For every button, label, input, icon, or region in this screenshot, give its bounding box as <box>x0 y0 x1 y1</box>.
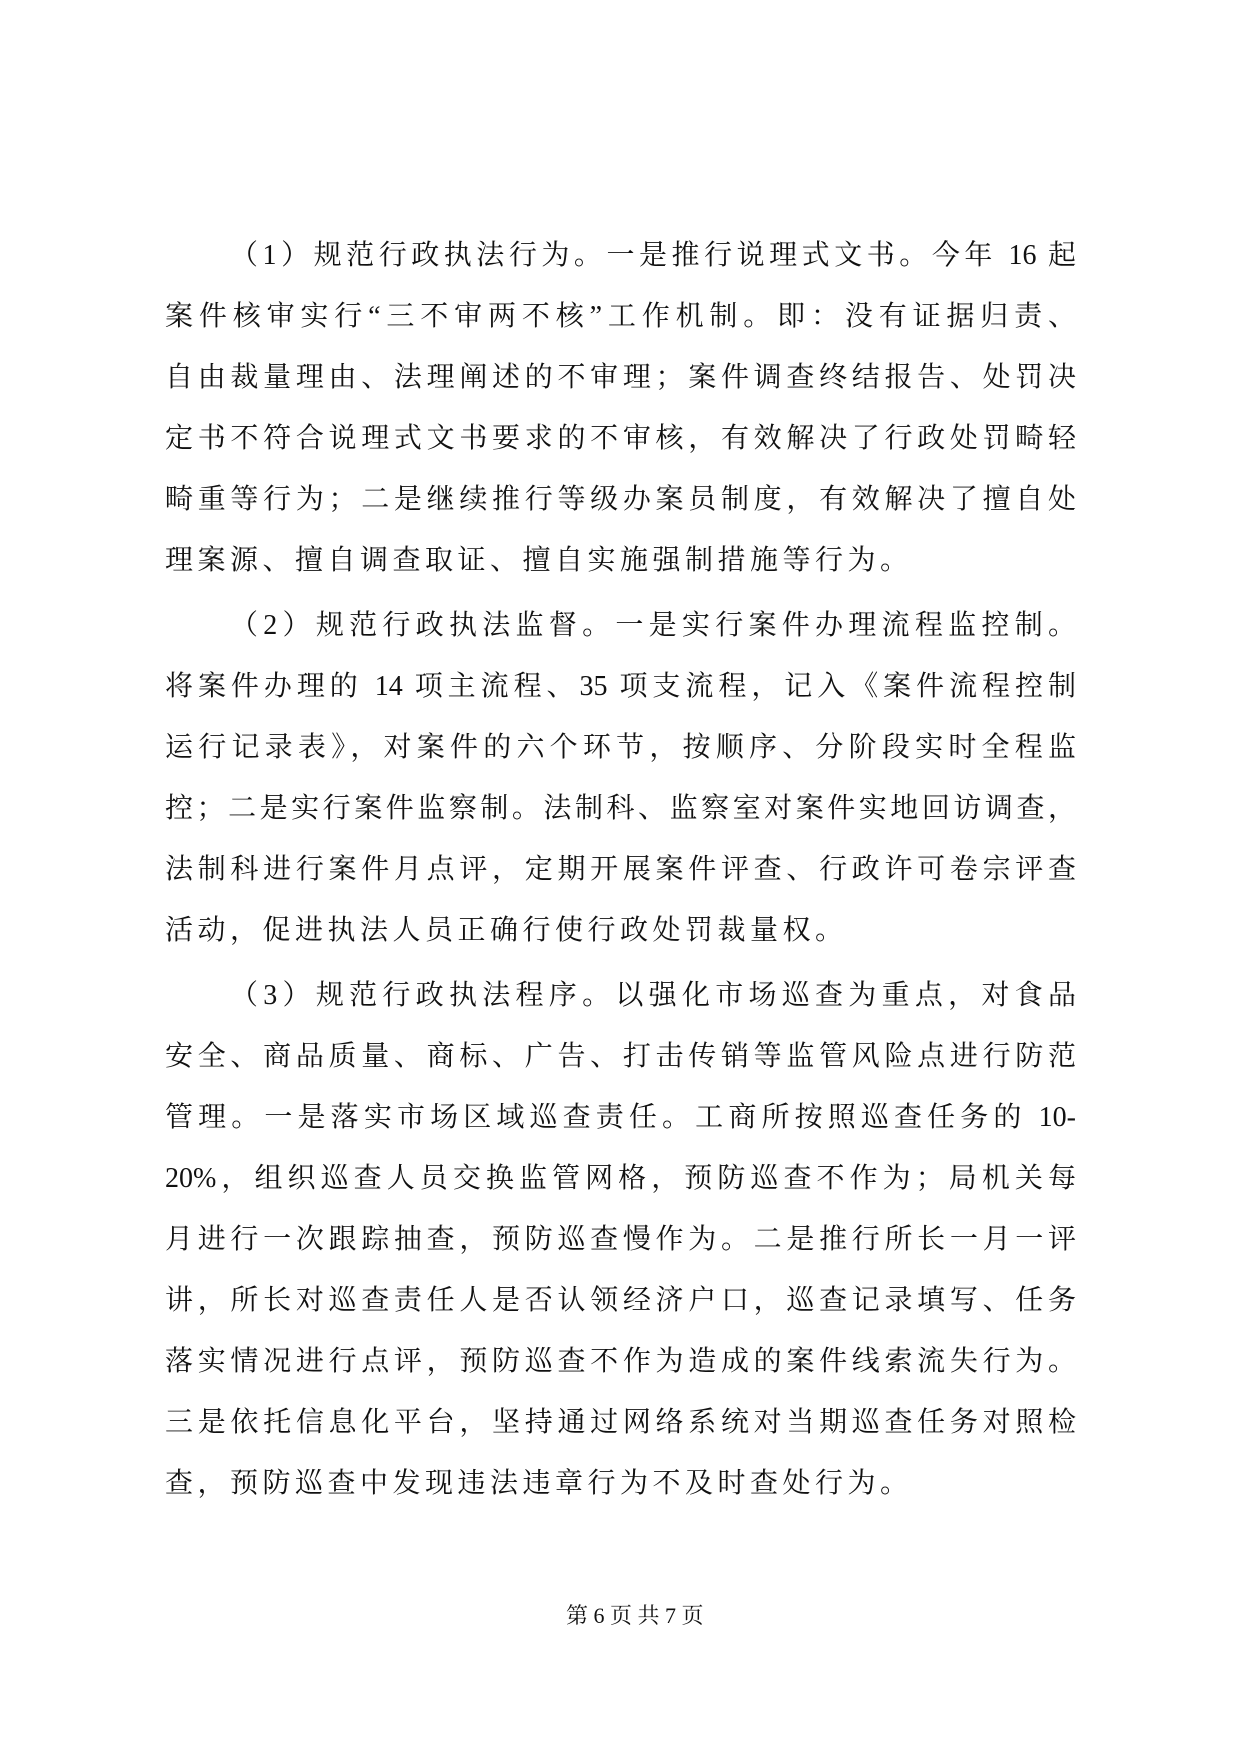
text-line: 安全、商品质量、商标、广告、打击传销等监管风险点进行防范 <box>165 1041 1076 1072</box>
text-line: 理案源、擅自调查取证、擅自实施强制措施等行为。 <box>165 545 913 576</box>
text-line: 落实情况进行点评，预防巡查不作为造成的案件线索流失行为。 <box>165 1346 1076 1377</box>
text-line: 活动，促进执法人员正确行使行政处罚裁量权。 <box>165 915 848 946</box>
text-line: 自由裁量理由、法理阐述的不审理；案件调查终结报告、处罚决 <box>165 362 1076 393</box>
text-line: 控；二是实行案件监察制。法制科、监察室对案件实地回访调查， <box>165 793 1076 824</box>
text-line: 法制科进行案件月点评，定期开展案件评查、行政许可卷宗评查 <box>165 854 1076 885</box>
text-line: 案件核审实行“三不审两不核”工作机制。即：没有证据归责、 <box>165 301 1076 332</box>
document-body <box>165 225 1076 1514</box>
paragraph-1 <box>165 225 1076 591</box>
text-line: 将案件办理的 14 项主流程、35 项支流程，记入《案件流程控制 <box>165 671 1076 702</box>
text-line: （3）规范行政执法程序。以强化市场巡查为重点，对食品 <box>230 980 1076 1011</box>
text-line: 查，预防巡查中发现违法违章行为不及时查处行为。 <box>165 1468 913 1499</box>
text-line: 三是依托信息化平台，坚持通过网络系统对当期巡查任务对照检 <box>165 1407 1076 1438</box>
page-footer <box>566 1601 704 1631</box>
text-line: 定书不符合说理式文书要求的不审核，有效解决了行政处罚畸轻 <box>165 423 1076 454</box>
text-line: 讲，所长对巡查责任人是否认领经济户口，巡查记录填写、任务 <box>165 1285 1076 1316</box>
text-line: 月进行一次跟踪抽查，预防巡查慢作为。二是推行所长一月一评 <box>165 1224 1076 1255</box>
text-line: 20%，组织巡查人员交换监管网格，预防巡查不作为；局机关每 <box>165 1163 1076 1194</box>
paragraph-3 <box>165 965 1076 1514</box>
text-line: （2）规范行政执法监督。一是实行案件办理流程监控制。 <box>230 610 1076 641</box>
page-number-label: 第 6 页 共 7 页 <box>566 1603 704 1628</box>
paragraph-2 <box>165 595 1076 961</box>
text-line: 管理。一是落实市场区域巡查责任。工商所按照巡查任务的 10- <box>165 1102 1076 1133</box>
text-line: 运行记录表》，对案件的六个环节，按顺序、分阶段实时全程监 <box>165 732 1076 763</box>
text-line: （1）规范行政执法行为。一是推行说理式文书。今年 16 起 <box>230 240 1076 271</box>
text-line: 畸重等行为；二是继续推行等级办案员制度，有效解决了擅自处 <box>165 484 1076 515</box>
